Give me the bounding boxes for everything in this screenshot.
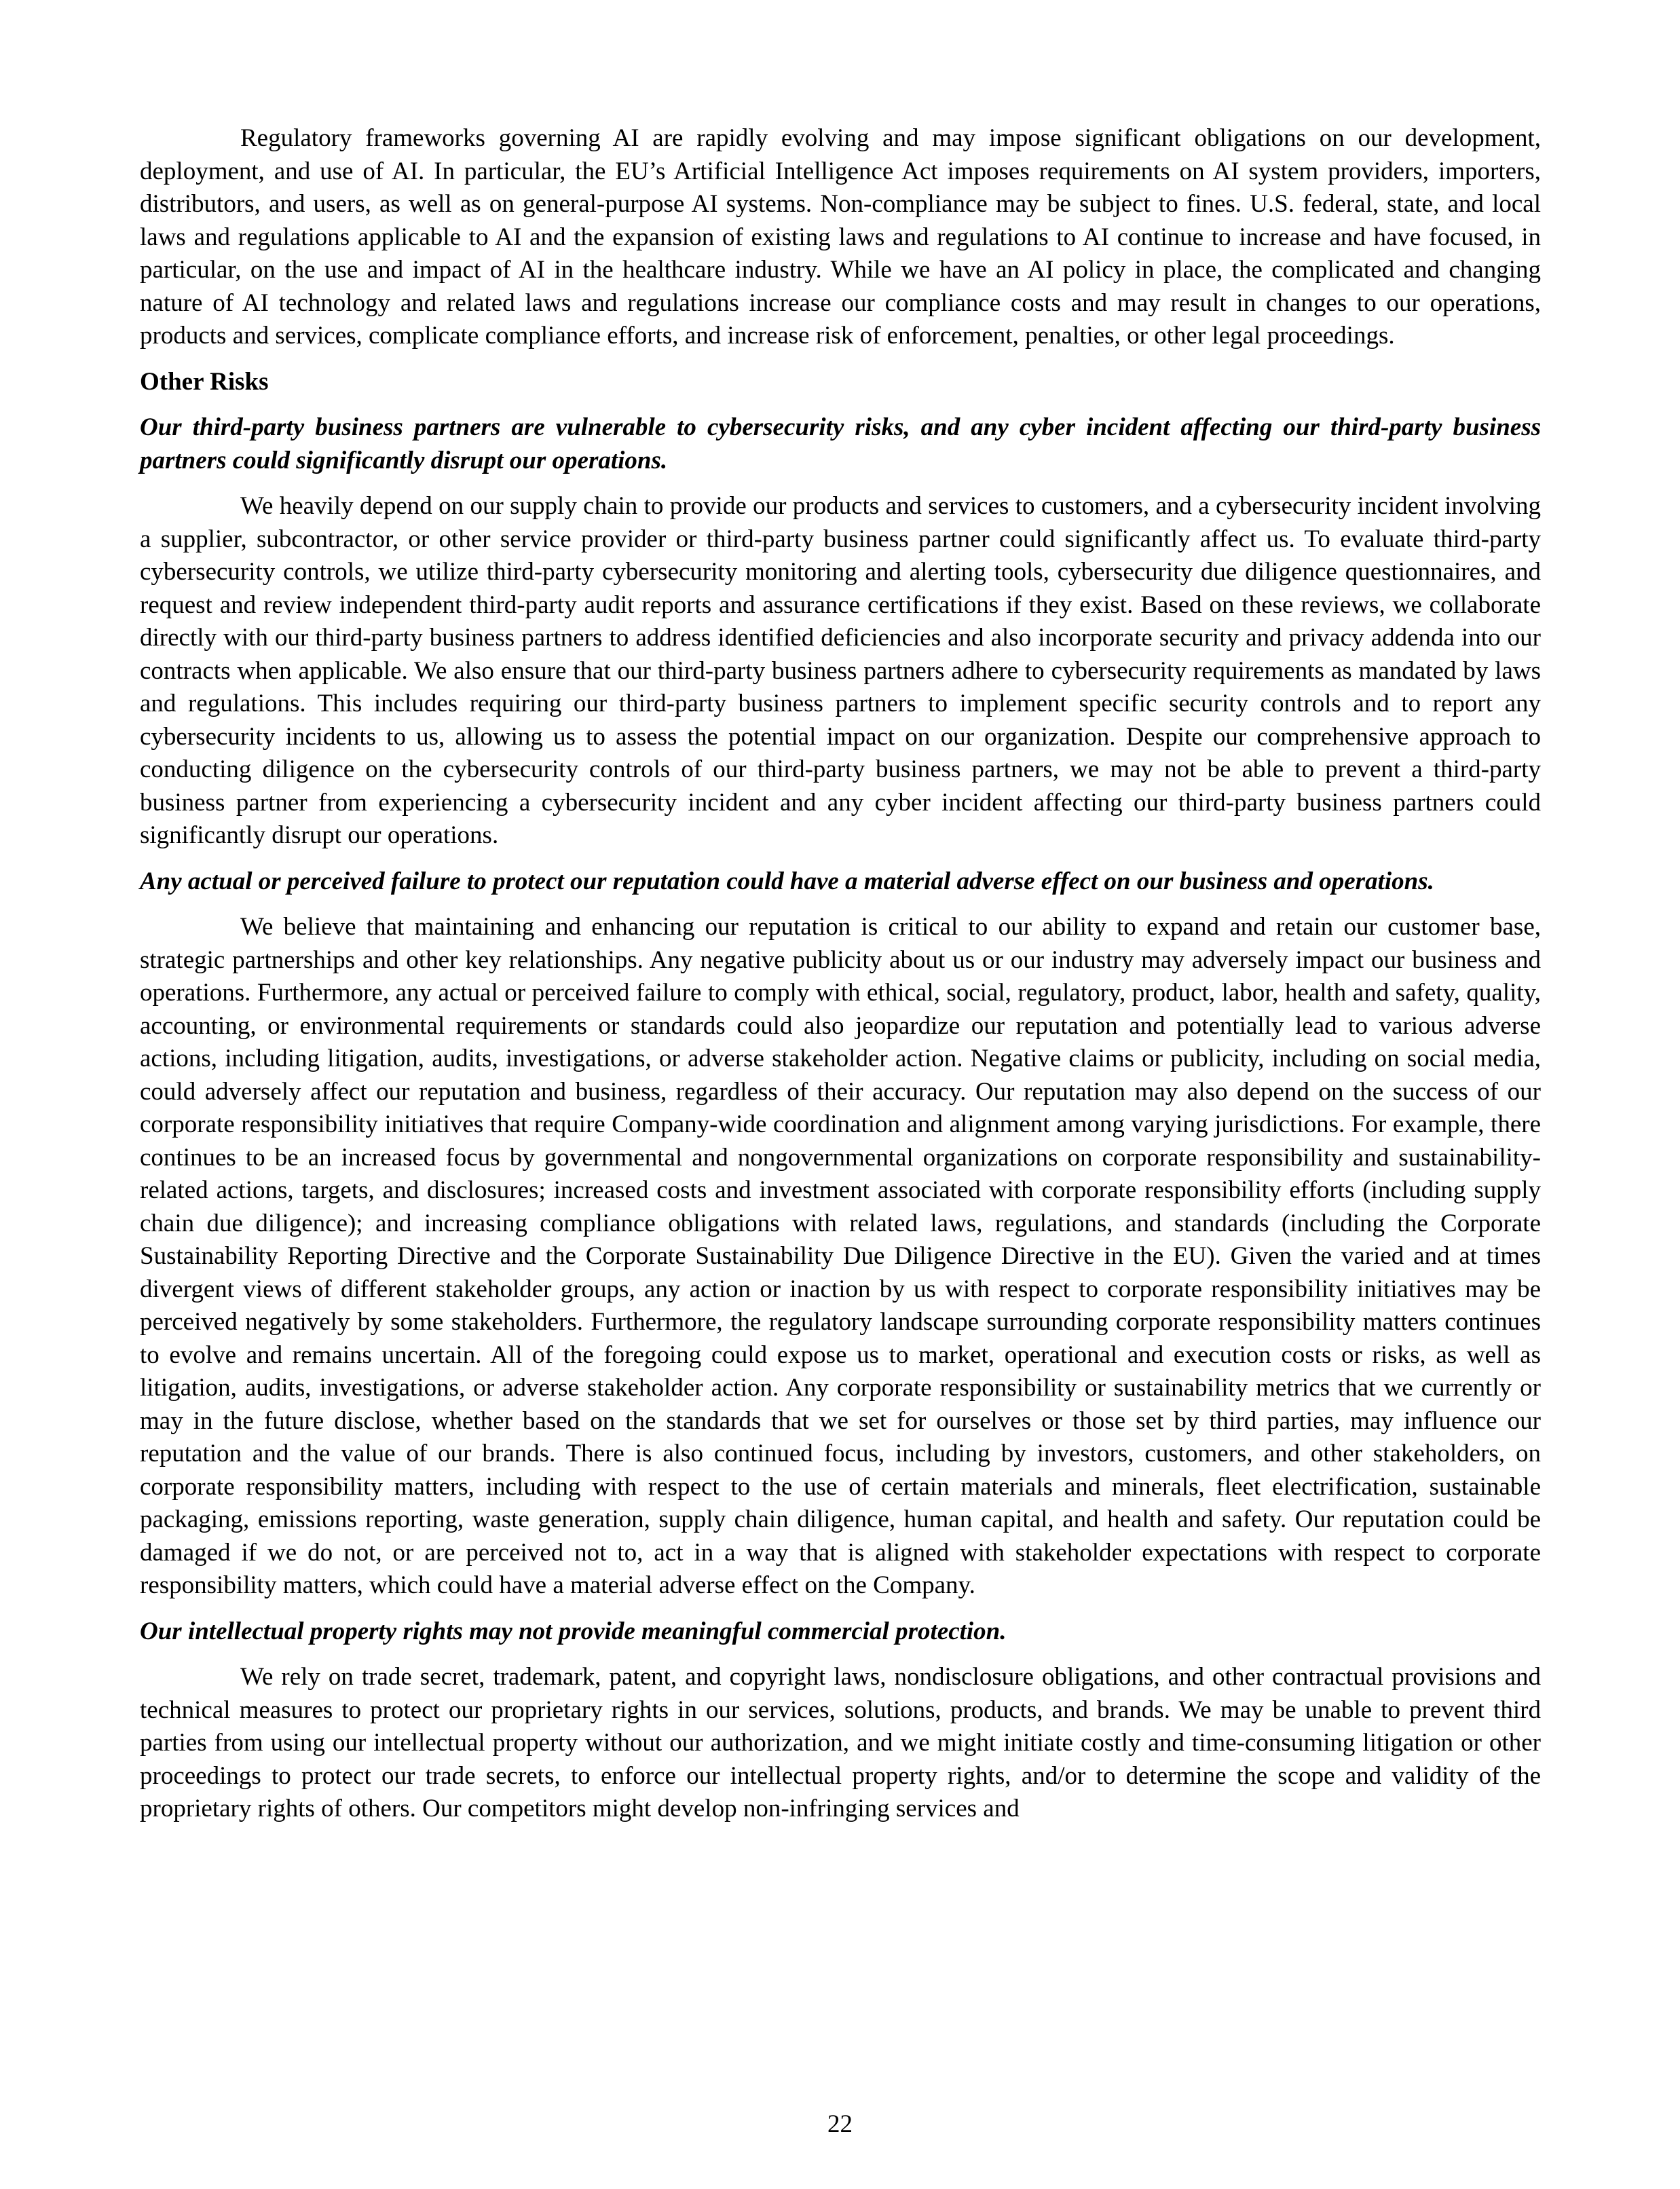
- risk-heading-third-party-cybersecurity: Our third-party business partners are vulnerable to cybersecurity risks, and any cyber incident affecting our third-party business partners could significantly disrupt our operations.: [140, 413, 1541, 474]
- paragraph-third-party-cybersecurity: We heavily depend on our supply chain to provide our products and services to customers, and a cybersecurity incident involving a supplier, subcontractor, or other service provider or third-party business partner could significantly affect us. To evaluate third-party cybersecurity controls, we utilize third-party cybersecurity monitoring and alerting tools, cybersecurity due diligence questionnaires, and request and review independent third-party audit reports and assurance certifications if they exist. Based on these reviews, we collaborate directly with our third-party business partners to address identified deficiencies and also incorporate security and privacy addenda into our contracts when applicable. We also ensure that our third-party business partners adhere to cybersecurity requirements as mandated by laws and regulations. This includes requiring our third-party business partners to implement specific security controls and to report any cybersecurity incidents to us, allowing us to assess the potential impact on our organization. Despite our comprehensive approach to conducting diligence on the cybersecurity controls of our third-party business partners, we may not be able to prevent a third-party business partner from experiencing a cybersecurity incident and any cyber incident affecting our third-party business partners could significantly disrupt our operations.: [140, 492, 1541, 849]
- document-page: [140, 122, 1541, 1839]
- paragraph-intellectual-property: We rely on trade secret, trademark, patent, and copyright laws, nondisclosure obligations, and other contractual provisions and technical measures to protect our proprietary rights in our services, solutions, products, and brands. We may be unable to prevent third parties from using our intellectual property without our authorization, and we might initiate costly and time-consuming litigation or other proceedings to protect our trade secrets, to enforce our intellectual property rights, and/or to determine the scope and validity of the proprietary rights of others. Our competitors might develop non-infringing services and: [140, 1663, 1541, 1822]
- paragraph-reputation: We believe that maintaining and enhancing our reputation is critical to our ability to expand and retain our customer base, strategic partnerships and other key relationships. Any negative publicity about us or our industry may adversely impact our business and operations. Furthermore, any actual or perceived failure to comply with ethical, social, regulatory, product, labor, health and safety, quality, accounting, or environmental requirements or standards could also jeopardize our reputation and potentially lead to various adverse actions, including litigation, audits, investigations, or adverse stakeholder action. Negative claims or publicity, including on social media, could adversely affect our reputation and business, regardless of their accuracy. Our reputation may also depend on the success of our corporate responsibility initiatives that require Company-wide coordination and alignment among varying jurisdictions. For example, there continues to be an increased focus by governmental and nongovernmental organizations on corporate responsibility and sustainability-related actions, targets, and disclosures; increased costs and investment associated with corporate responsibility efforts (including supply chain due diligence); and increasing compliance obligations with related laws, regulations, and standards (including the Corporate Sustainability Reporting Directive and the Corporate Sustainability Due Diligence Directive in the EU). Given the varied and at times divergent views of different stakeholder groups, any action or inaction by us with respect to corporate responsibility initiatives may be perceived negatively by some stakeholders. Furthermore, the regulatory landscape surrounding corporate responsibility matters continues to evolve and remains uncertain. All of the foregoing could expose us to market, operational and execution costs or risks, as well as litigation, audits, investigations, or adverse stakeholder action. Any corporate responsibility or sustainability metrics that we currently or may in the future disclose, whether based on the standards that we set for ourselves or those set by third parties, may influence our reputation and the value of our brands. There is also continued focus, including by investors, customers, and other stakeholders, on corporate responsibility matters, including with respect to the use of certain materials and minerals, fleet electrification, sustainable packaging, emissions reporting, waste generation, supply chain diligence, human capital, and health and safety. Our reputation could be damaged if we do not, or are perceived not to, act in a way that is aligned with stakeholder expectations with respect to corporate responsibility matters, which could have a material adverse effect on the Company.: [140, 913, 1541, 1599]
- page-number: 22: [827, 2110, 853, 2138]
- section-heading-other-risks: Other Risks: [140, 367, 269, 396]
- risk-heading-intellectual-property: Our intellectual property rights may not provide meaningful commercial protection.: [140, 1617, 1007, 1645]
- risk-heading-reputation: Any actual or perceived failure to protect our reputation could have a material adverse effect on our business and operations.: [140, 867, 1434, 895]
- paragraph-ai-regulation: Regulatory frameworks governing AI are rapidly evolving and may impose significant obligations on our development, deployment, and use of AI. In particular, the EU’s Artificial Intelligence Act imposes requirements on AI system providers, importers, distributors, and users, as well as on general-purpose AI systems. Non-compliance may be subject to fines. U.S. federal, state, and local laws and regulations applicable to AI and the expansion of existing laws and regulations to AI continue to increase and have focused, in particular, on the use and impact of AI in the healthcare industry. While we have an AI policy in place, the complicated and changing nature of AI technology and related laws and regulations increase our compliance costs and may result in changes to our operations, products and services, complicate compliance efforts, and increase risk of enforcement, penalties, or other legal proceedings.: [140, 124, 1541, 350]
